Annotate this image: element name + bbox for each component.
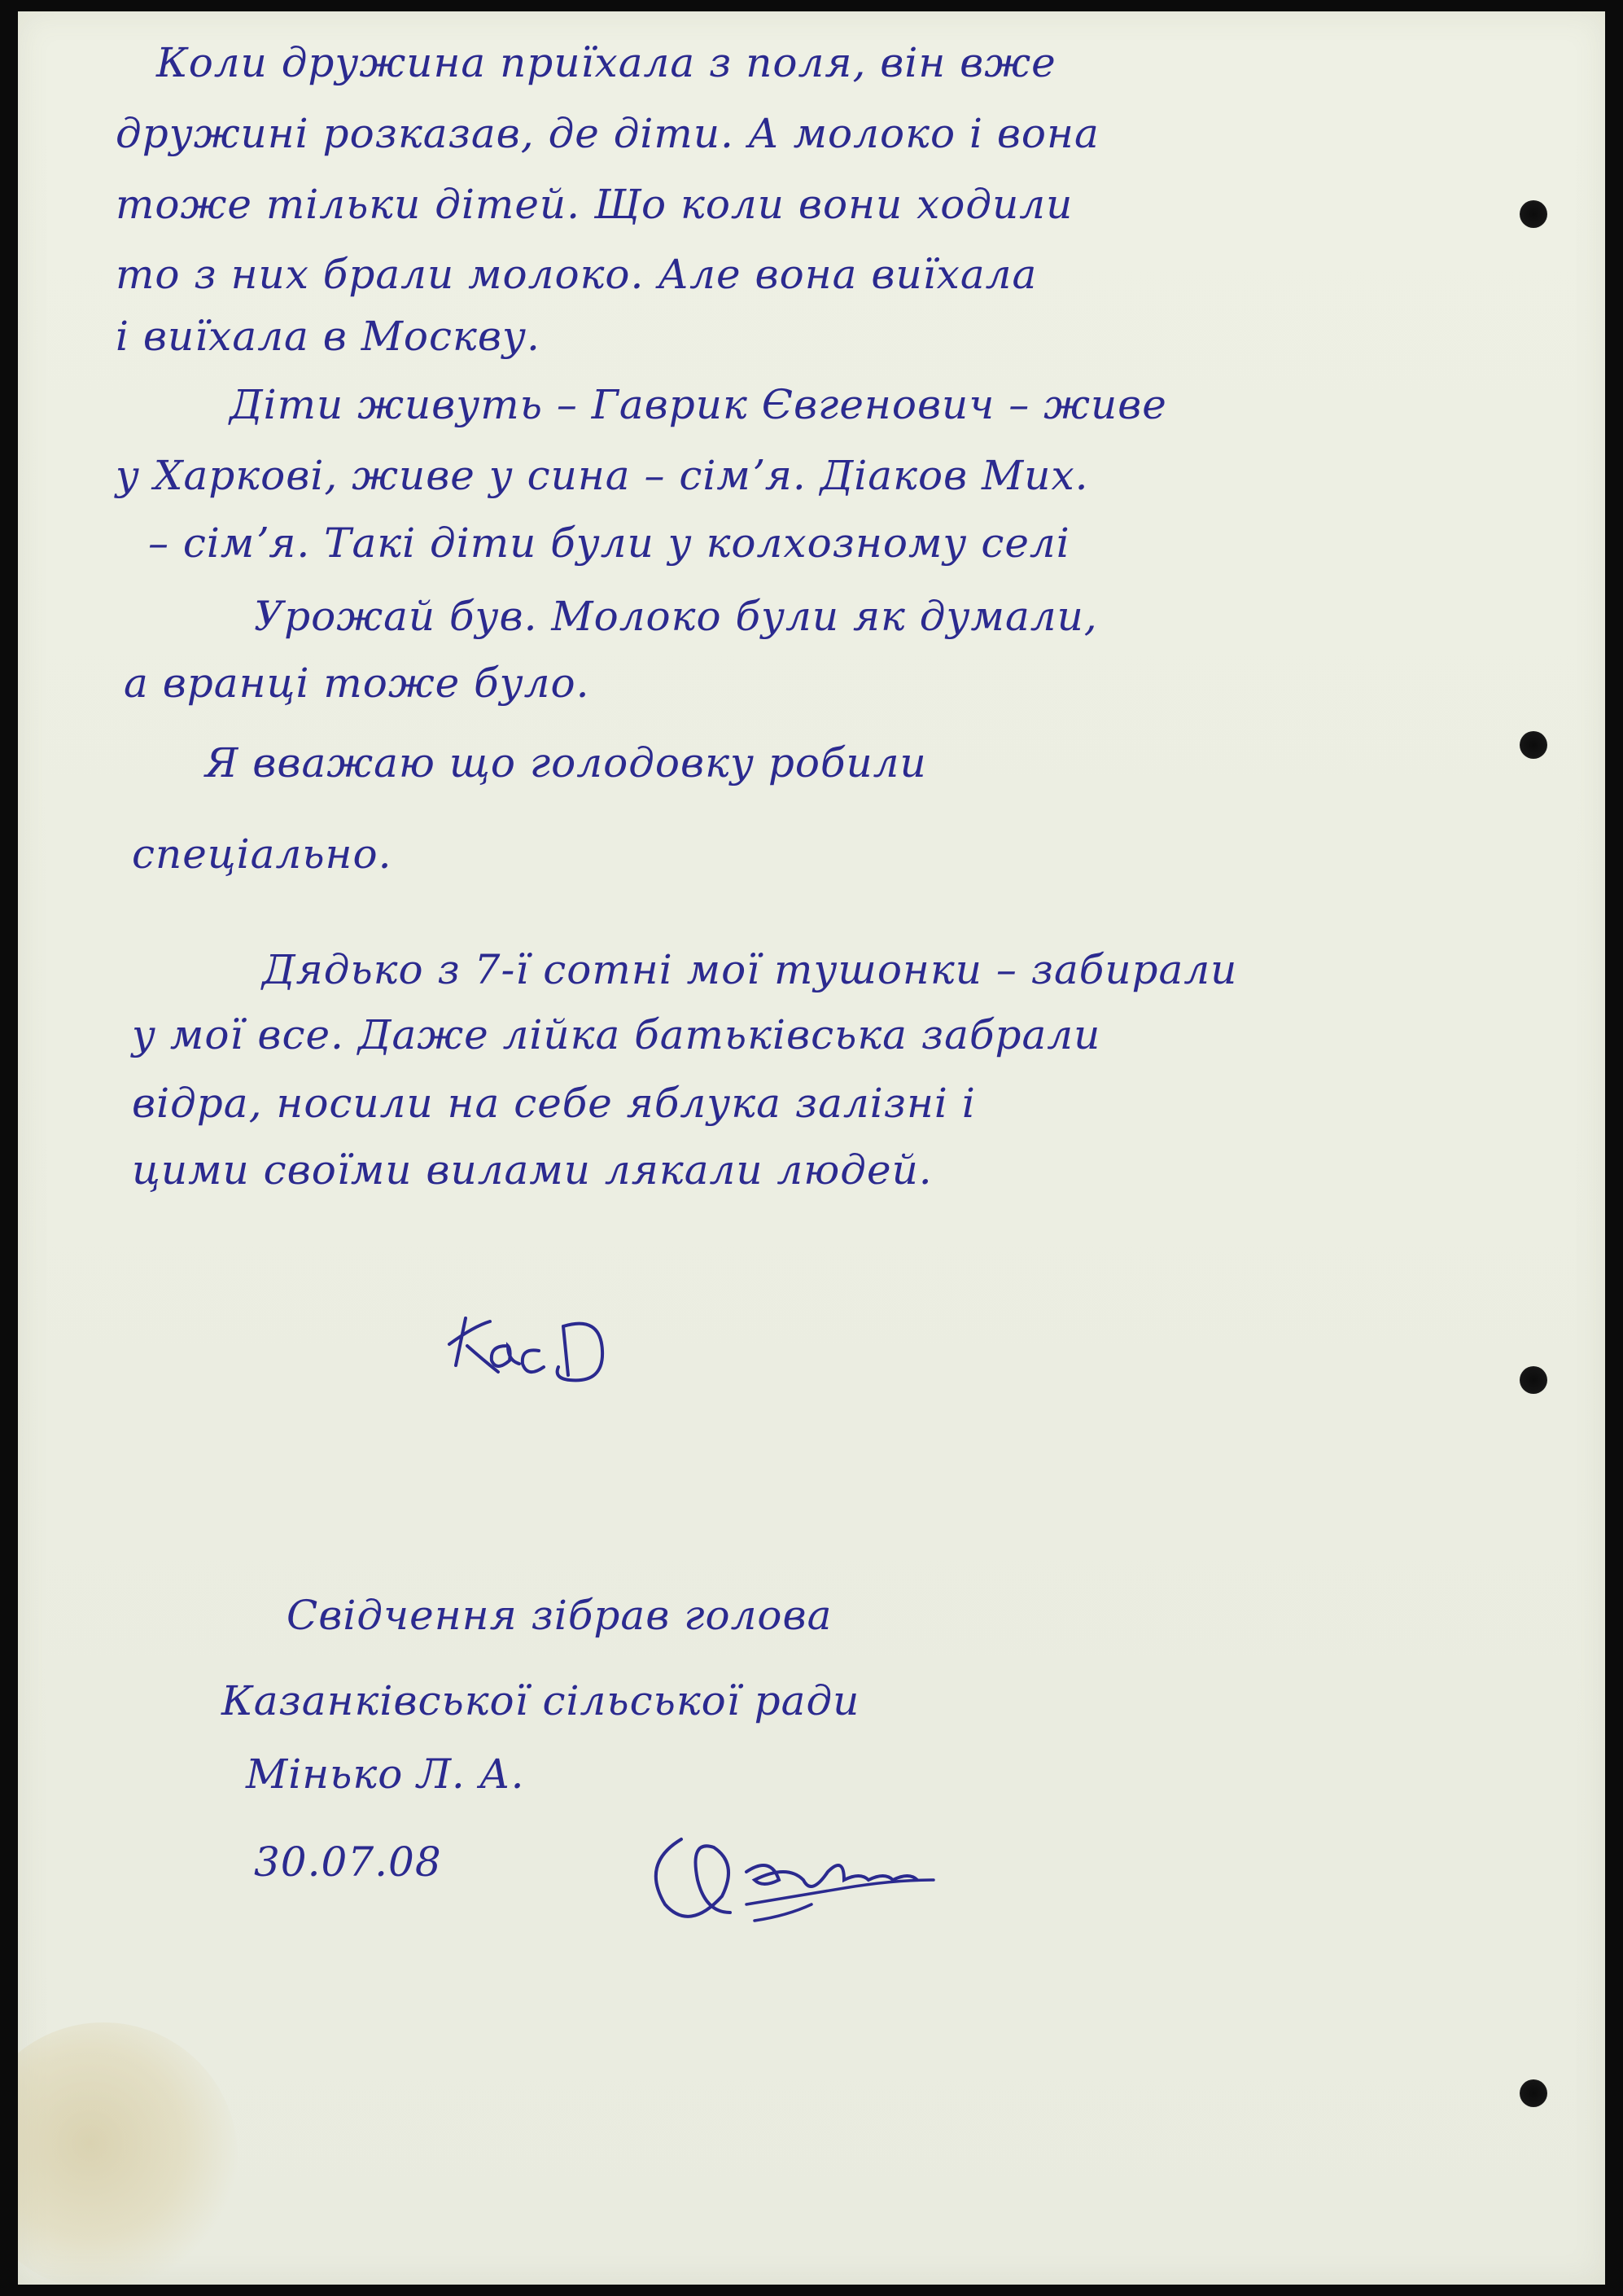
handwritten-line: а вранці тоже було. [124,659,590,707]
handwritten-line: Я вважаю що голодовку робили [205,739,927,787]
punch-hole [1520,2079,1547,2107]
footer-line: Свідчення зібрав голова [287,1592,833,1639]
witness-initials-signature [441,1294,620,1400]
paper-stain [18,2022,238,2285]
punch-hole [1520,200,1547,228]
footer-line: Казанківської сільської ради [221,1677,860,1724]
handwritten-line: Дядько з 7-ї сотні мої тушонки – забирали [262,946,1238,993]
handwritten-line: Коли дружина приїхала з поля, він вже [156,39,1056,86]
handwritten-line: то з них брали молоко. Але вона виїхала [116,251,1038,298]
handwritten-line: Діти живуть – Гаврик Євгенович – живе [230,381,1167,428]
paper-sheet [18,11,1605,2285]
handwritten-line: відра, носили на себе яблука залізні і [132,1080,976,1127]
handwritten-line: дружині розказав, де діти. А молоко і вона [116,110,1100,157]
punch-hole [1520,731,1547,759]
handwritten-line: – сімʼя. Такі діти були у колхозному селі [148,519,1070,567]
footer-line: Мінько Л. А. [246,1750,525,1798]
handwritten-signature [632,1815,991,1945]
handwritten-line: у мої все. Даже лійка батьківська забрали [132,1011,1101,1058]
handwritten-line: і виїхала в Москву. [116,313,540,360]
handwritten-line: у Харкові, живе у сина – сімʼя. Діаков Мих. [116,452,1089,499]
handwritten-line: цими своїми вилами лякали людей. [132,1146,933,1194]
handwritten-line: тоже тільки дітей. Що коли вони ходили [116,181,1074,228]
handwritten-line: Урожай був. Молоко були як думали, [254,593,1098,640]
handwritten-line: спеціально. [132,830,392,878]
punch-hole [1520,1366,1547,1394]
footer-date: 30.07.08 [254,1838,442,1886]
